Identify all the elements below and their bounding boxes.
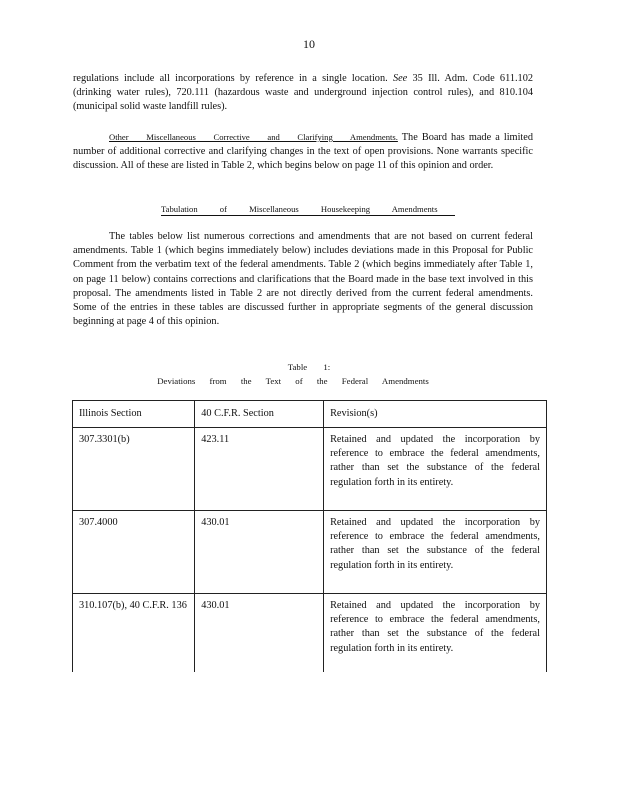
p3-text: The tables below list numerous corrections and amendments that are not based on current federal amendments. Table 1 (which begins immediately below) includes deviations made in this Proposal for Public Comment from the verbatim text of the federal amendments. Table 2 (which begins immediately after Table 1, on page 11 below) contains corrections and clarifications that the Board made in the base text involved in this proposal. The amendments listed in Table 2 are not directly derived from the current federal amendments. Some of the entries in these tables are discussed further in appropriate segments of the general discussion beginning at page 4 of this opinion. <box>73 231 533 328</box>
paragraph-tables-intro <box>73 230 533 329</box>
header-revisions: Revision(s) <box>324 401 547 428</box>
cell-revision: Retained and updated the incorporation by reference to embrace the federal amendments, rather than set the substance of the federal regulation forth in its entirety. <box>324 428 547 511</box>
cell-illinois-section: 307.3301(b) <box>73 428 195 511</box>
header-cfr-section: 40 C.F.R. Section <box>195 401 324 428</box>
table-header-row <box>73 401 547 428</box>
table-row <box>73 511 547 594</box>
cell-cfr-section: 430.01 <box>195 594 324 673</box>
page-number: 10 <box>303 37 315 51</box>
table1-caption <box>0 360 618 388</box>
see-signal: See <box>392 73 408 84</box>
table-row <box>73 594 547 673</box>
cell-revision: Retained and updated the incorporation by reference to embrace the federal amendments, rather than set the substance of the federal regulation forth in its entirety. <box>324 594 547 673</box>
p1-text-after: 35 Ill. Adm. Code 611.102 (drinking water rules), 720.111 (hazardous waste and underground injection control rules), and 810.104 (municipal solid waste landfill rules). <box>73 73 533 113</box>
cell-illinois-section: 310.107(b), 40 C.F.R. 136 <box>73 594 195 673</box>
deviations-table <box>72 400 547 672</box>
tabulation-subheading: Tabulation of Miscellaneous Housekeeping Amendments <box>161 204 455 216</box>
table1-caption-subtitle: Deviations from the Text of the Federal Amendments <box>157 376 429 386</box>
header-illinois-section: Illinois Section <box>73 401 195 428</box>
cell-cfr-section: 430.01 <box>195 511 324 594</box>
corrective-heading: Other Miscellaneous Corrective and Clarifying Amendments. <box>109 132 398 142</box>
cell-cfr-section: 423.11 <box>195 428 324 511</box>
table1-caption-subtitle-wrap <box>0 374 602 388</box>
table1-caption-title: Table 1: <box>287 362 331 372</box>
p2-text: The Board has made a limited number of additional corrective and clarifying changes in the text of open provisions. None warrants specific discussion. All of these are listed in Table 2, which begins below on page 11 of this opinion and order. <box>73 132 534 172</box>
paragraph-incorporations <box>73 72 533 115</box>
table-row <box>73 428 547 511</box>
paragraph-corrective-amendments <box>73 130 533 174</box>
cell-revision: Retained and updated the incorporation by reference to embrace the federal amendments, rather than set the substance of the federal regulation forth in its entirety. <box>324 511 547 594</box>
p1-text-before: regulations include all incorporations by reference in a single location. <box>73 73 388 84</box>
cell-illinois-section: 307.4000 <box>73 511 195 594</box>
